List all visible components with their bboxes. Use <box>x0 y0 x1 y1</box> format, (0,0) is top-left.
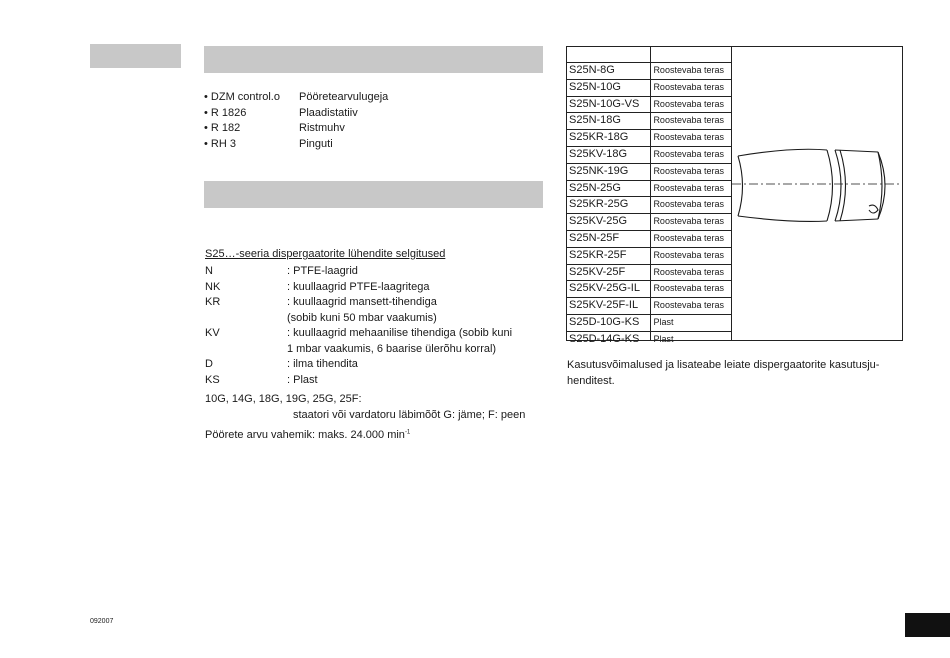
disperser-material: Plast <box>653 333 674 344</box>
accessories-list <box>204 90 534 152</box>
legend-item <box>205 373 545 389</box>
legend-title: S25…-seeria dispergaatorite lühendite selgitused <box>205 248 446 260</box>
disperser-material: Roostevaba teras <box>653 148 724 159</box>
legend-item <box>205 326 545 357</box>
speed-text: Pöörete arvu vahemik: maks. 24.000 min <box>205 429 405 441</box>
table-row <box>567 214 731 231</box>
disperser-type: S25N-18G <box>569 114 621 127</box>
legend-desc: : kuullaagrid PTFE-laagritega <box>287 280 430 293</box>
table-row <box>567 332 731 349</box>
legend-item <box>205 264 545 280</box>
disperser-material: Roostevaba teras <box>653 300 724 311</box>
legend-desc: : kuullaagrid mansett-tihendiga (sobib kuni 50 mbar vaakumis) <box>287 296 437 324</box>
table-row <box>567 130 731 147</box>
table-row <box>567 248 731 265</box>
table-header <box>567 47 731 63</box>
disperser-type: S25KV-25G <box>569 215 628 228</box>
legend-code: D <box>205 358 213 370</box>
disperser-material: Roostevaba teras <box>653 98 724 109</box>
legend-code: N <box>205 265 213 277</box>
table-row <box>567 63 731 80</box>
accessory-code: • DZM control.o <box>204 91 280 103</box>
table-row <box>567 164 731 181</box>
chapter-tab <box>90 44 181 68</box>
disperser-type: S25NK-19G <box>569 164 629 177</box>
legend-desc: : Plast <box>287 373 318 386</box>
disperser-table <box>566 46 903 345</box>
disperser-type: S25KR-25F <box>569 248 627 261</box>
legend-item <box>205 295 545 326</box>
table-row <box>567 113 731 130</box>
disperser-material: Roostevaba teras <box>653 216 724 227</box>
legend-list <box>205 264 545 388</box>
section-header-bar-dispersers <box>204 181 543 208</box>
table-row <box>567 97 731 114</box>
table-body <box>567 63 731 349</box>
legend-desc: : PTFE-laagrid <box>287 265 358 277</box>
disperser-material: Roostevaba teras <box>653 182 724 193</box>
disperser-material: Roostevaba teras <box>653 232 724 243</box>
disperser-material: Roostevaba teras <box>653 283 724 294</box>
disperser-drawing <box>732 47 902 340</box>
disperser-type: S25KR-18G <box>569 131 629 144</box>
table-row <box>567 315 731 332</box>
legend-desc: : ilma tihendita <box>287 358 358 370</box>
accessory-name: Ristmuhv <box>299 122 345 134</box>
list-item <box>204 90 534 106</box>
usage-note-text: Kasutusvõimalused ja lisateabe leiate dispergaatorite kasutusju- henditest. <box>567 359 880 387</box>
accessory-name: Pinguti <box>299 137 333 150</box>
disperser-material: Roostevaba teras <box>653 249 724 260</box>
speed-unit-exponent: -1 <box>404 429 411 436</box>
table-row <box>567 147 731 164</box>
disperser-type: S25D-14G-KS <box>569 332 640 345</box>
disperser-material: Plast <box>653 316 674 327</box>
legend-desc: : kuullaagrid mehaanilise tihendiga (sobib kuni 1 mbar vaakumis, 6 baarise ülerõhu korral) <box>287 327 513 355</box>
table-row <box>567 298 731 315</box>
legend-code: KS <box>205 373 220 386</box>
document-code: 092007 <box>90 618 114 625</box>
disperser-type: S25N-10G-VS <box>569 97 640 110</box>
list-item <box>204 137 534 153</box>
table-row <box>567 181 731 198</box>
disperser-material: Roostevaba teras <box>653 165 724 176</box>
list-item <box>204 106 534 122</box>
sizes-line: 10G, 14G, 18G, 19G, 25G, 25F: <box>205 393 362 405</box>
disperser-type: S25KR-25G <box>569 198 629 211</box>
sizes-description: staatori või vardatoru läbimõõt G: jäme; F: peen <box>293 409 526 421</box>
table-row <box>567 281 731 298</box>
legend-code: NK <box>205 280 221 293</box>
list-item <box>204 121 534 137</box>
disperser-type: S25KV-25F-IL <box>569 299 639 312</box>
disperser-type: S25N-10G <box>569 80 621 93</box>
usage-note <box>567 357 902 389</box>
disperser-type: S25D-10G-KS <box>569 315 640 328</box>
legend-code: KR <box>205 296 221 308</box>
disperser-material: Roostevaba teras <box>653 266 724 277</box>
disperser-material: Roostevaba teras <box>653 115 724 126</box>
disperser-type: S25KV-25G-IL <box>569 282 640 295</box>
table-row <box>567 197 731 214</box>
accessory-code: • RH 3 <box>204 137 236 150</box>
accessory-code: • R 1826 <box>204 106 247 119</box>
table-row <box>567 265 731 282</box>
accessory-code: • R 182 <box>204 122 241 134</box>
legend-item <box>205 280 545 296</box>
accessory-name: Plaadistatiiv <box>299 106 358 119</box>
disperser-material: Roostevaba teras <box>653 199 724 210</box>
legend-code: KV <box>205 327 220 339</box>
speed-range <box>205 429 410 441</box>
legend-item <box>205 357 545 373</box>
disperser-type: S25N-8G <box>569 64 615 76</box>
table-row <box>567 231 731 248</box>
disperser-type: S25N-25F <box>569 231 620 244</box>
disperser-shaft-illustration <box>732 47 902 340</box>
accessory-name: Pööretearvulugeja <box>299 91 389 103</box>
page-tab-marker <box>905 613 950 637</box>
disperser-type: S25KV-18G <box>569 147 628 160</box>
section-header-bar-accessories <box>204 46 543 73</box>
table-row <box>567 80 731 97</box>
disperser-material: Roostevaba teras <box>653 132 724 143</box>
disperser-type: S25N-25G <box>569 181 621 194</box>
disperser-type: S25KV-25F <box>569 265 626 278</box>
disperser-material: Roostevaba teras <box>653 65 724 75</box>
disperser-material: Roostevaba teras <box>653 81 724 92</box>
